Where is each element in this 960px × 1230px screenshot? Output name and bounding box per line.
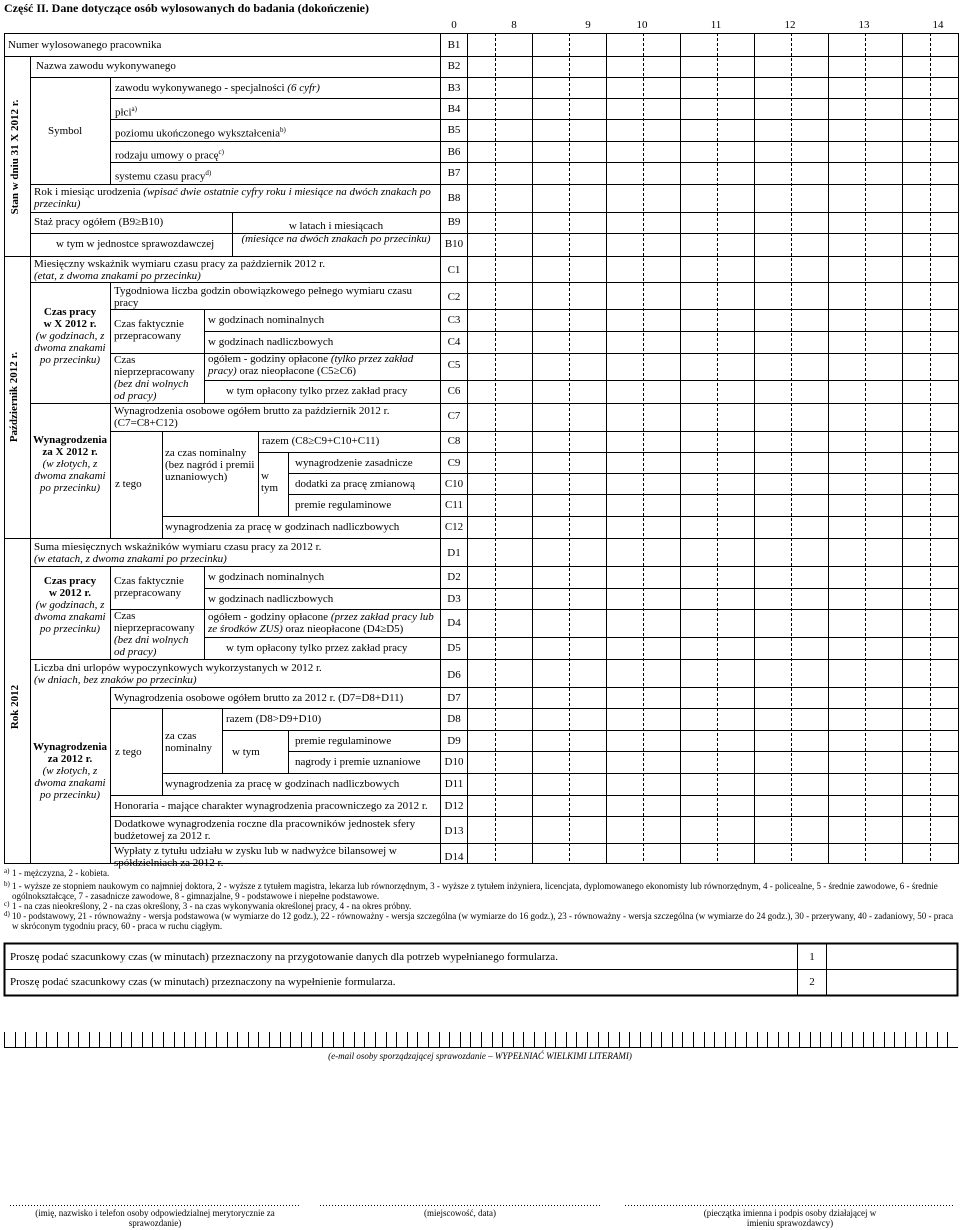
- d-wyn-group: Wynagrodzenia za 2012 r. (w złotych, z dwoma znakami po przecinku): [33, 741, 107, 801]
- footnote-a-mark: a): [4, 867, 10, 875]
- c3-label: w godzinach nominalnych: [208, 314, 325, 326]
- c-nieprz-label: Czas nieprzepracowany (bez dni wolnych od pracy): [114, 354, 195, 402]
- row-code-b6: B6: [447, 146, 461, 158]
- d-zaczas-label: za czas nominalny: [165, 730, 213, 754]
- row-code-d12: D12: [444, 800, 464, 812]
- d1-note: (w etatach, z dwoma znakami po przecinku): [34, 553, 227, 565]
- d3-label: w godzinach nadliczbowych: [208, 593, 334, 605]
- column-header-11: 11: [710, 19, 722, 31]
- row-code-c11: C11: [445, 499, 463, 511]
- b7-label: systemu czasu pracy$^{d)}$: [115, 169, 212, 183]
- c2-label: Tygodniowa liczba godzin obowiązkowego pełnego wymiaru czasu pracy: [114, 285, 412, 309]
- column-header-0: 0: [451, 19, 457, 31]
- c10-label: dodatki za pracę zmianową: [295, 478, 416, 490]
- b1-label: Numer wylosowanego pracownika: [8, 39, 162, 51]
- c7-formula: (C7=C8+C12): [114, 417, 178, 429]
- row-code-d10: D10: [444, 756, 464, 768]
- c-zaczas-label: za czas nominalny (bez nagród i premii uznaniowych): [165, 447, 255, 483]
- b2-label: Nazwa zawodu wykonywanego: [36, 60, 176, 72]
- b3-label: zawodu wykonywanego - specjalności (6 cyfr): [115, 82, 320, 94]
- b9-label: Staż pracy ogółem (B9≥B10): [34, 216, 164, 228]
- c-czas-group: Czas pracy w X 2012 r. (w godzinach, z dwoma znakami po przecinku): [34, 306, 106, 366]
- signature-person-caption: (imię, nazwisko i telefon osoby odpowiedzialnej merytorycznie za sprawozdanie): [35, 1208, 275, 1228]
- c5-label: ogółem - godziny opłacone (tylko przez zakład pracy) oraz nieopłacone (C5≥C6): [208, 353, 414, 377]
- row-code-c8: C8: [447, 435, 461, 447]
- row-code-c7: C7: [447, 410, 461, 422]
- column-header-14: 14: [932, 19, 944, 31]
- row-code-d5: D5: [447, 642, 461, 654]
- c-fakt-label: Czas faktycznie przepracowany: [114, 318, 184, 342]
- d8-label: razem (D8>D9+D10): [226, 713, 322, 725]
- row-code-b2: B2: [447, 60, 461, 72]
- column-header-8: 8: [511, 19, 517, 31]
- b9-unit-note: (miesiące na dwóch znakach po przecinku): [241, 233, 431, 245]
- c4-label: w godzinach nadliczbowych: [208, 336, 334, 348]
- d-wtym-label: w tym: [232, 746, 260, 758]
- footnote-b: 1 - wyższe ze stopniem naukowym co najmniej doktora, 2 - wyższe z tytułem magistra, lekarza lub równorzędnym, 3 - wyższe z tytułem inżyniera, licencjata, dyplomowanego ekonomisty lub równorzędnym, 4 - policealne, 5 - średnie zawodowe, 6 - średnie ogólnokształcące, 7 - zasadnicze zawodowe, 8 - gimnazjalne, 9 - podstawowe i niepełne podstawowe.: [12, 881, 938, 901]
- d4-label: ogółem - godziny opłacone (przez zakład pracy lub ze środków ZUS) oraz nieopłacone (D4≥D5): [208, 611, 434, 635]
- column-header-10: 10: [636, 19, 648, 31]
- row-code-c4: C4: [447, 336, 461, 348]
- d6-note: (w dniach, bez znaków po przecinku): [34, 674, 197, 686]
- d1-label: Suma miesięcznych wskaźników wymiaru czasu pracy za 2012 r.: [34, 541, 322, 553]
- c12-label: wynagrodzenia za pracę w godzinach nadliczbowych: [165, 521, 400, 533]
- row-code-d4: D4: [447, 617, 461, 629]
- row-code-c12: C12: [444, 521, 464, 533]
- d12-label: Honoraria - mające charakter wynagrodzenia pracowniczego za 2012 r.: [114, 800, 428, 812]
- b9-unit: w latach i miesiącach: [288, 220, 384, 232]
- column-header-13: 13: [858, 19, 870, 31]
- page-title: Część II. Dane dotyczące osób wylosowanych do badania (dokończenie): [4, 1, 370, 15]
- time-question-2: Proszę podać szacunkowy czas (w minutach) przeznaczony na wypełnienie formularza.: [10, 976, 396, 988]
- time-answer-2-input[interactable]: [828, 971, 956, 994]
- d13-label: Dodatkowe wynagrodzenia roczne dla pracowników jednostek sfery budżetowej za 2012 r.: [114, 818, 416, 842]
- row-code-c2: C2: [447, 291, 461, 303]
- row-code-b3: B3: [447, 82, 461, 94]
- footnote-c: 1 - na czas nieokreślony, 2 - na czas określony, 3 - na czas wykonywania określonej pracy, 4 - na okres próbny.: [12, 901, 412, 911]
- row-code-c9: C9: [447, 457, 461, 469]
- d5-label: w tym opłacony tylko przez zakład pracy: [226, 642, 408, 654]
- d-nieprz-label: Czas nieprzepracowany (bez dni wolnych od pracy): [114, 610, 195, 658]
- section-rok: Rok 2012: [9, 684, 21, 730]
- c6-label: w tym opłacony tylko przez zakład pracy: [226, 385, 408, 397]
- column-header-12: 12: [784, 19, 796, 31]
- time-question-1: Proszę podać szacunkowy czas (w minutach) przeznaczony na przygotowanie danych dla potrzeb wypełnianego formularza.: [10, 951, 558, 963]
- b4-label: płci$^{a)}$: [115, 105, 137, 119]
- row-code-d6: D6: [447, 669, 461, 681]
- row-code-c5: C5: [447, 359, 461, 371]
- c1-note: (etat, z dwoma znakami po przecinku): [34, 270, 201, 282]
- row-code-c1: C1: [447, 264, 461, 276]
- footnote-d-mark: d): [4, 910, 10, 918]
- row-code-d13: D13: [444, 825, 464, 837]
- b5-label: poziomu ukończonego wykształcenia$^{b)}$: [115, 126, 286, 140]
- section-pazdziernik: Październik 2012 r.: [8, 351, 20, 443]
- b8-label: Rok i miesiąc urodzenia (wpisać dwie ostatnie cyfry roku i miesiące na dwóch znakach po przecinku): [34, 186, 431, 210]
- d7-label: Wynagrodzenia osobowe ogółem brutto za 2012 r. (D7=D8+D11): [114, 692, 404, 704]
- c-ztego-label: z tego: [115, 478, 142, 490]
- footnote-a: 1 - mężczyzna, 2 - kobieta.: [12, 868, 110, 878]
- row-code-b9: B9: [447, 216, 461, 228]
- row-code-d11: D11: [444, 778, 464, 790]
- d10-label: nagrody i premie uznaniowe: [295, 756, 421, 768]
- c-wyn-group: Wynagrodzenia za X 2012 r. (w złotych, z dwoma znakami po przecinku): [33, 434, 107, 494]
- row-code-c10: C10: [444, 478, 464, 490]
- row-code-d1: D1: [447, 547, 461, 559]
- b6-label: rodzaju umowy o pracę$^{c)}$: [115, 148, 224, 162]
- c8-label: razem (C8≥C9+C10+C11): [262, 435, 380, 447]
- row-code-b1: B1: [447, 39, 461, 51]
- row-code-d9: D9: [447, 735, 461, 747]
- c11-label: premie regulaminowe: [295, 499, 392, 511]
- b10-label: w tym w jednostce sprawozdawczej: [56, 238, 215, 250]
- footnote-c-mark: c): [4, 900, 10, 908]
- row-code-b5: B5: [447, 124, 461, 136]
- symbol-label: Symbol: [48, 125, 83, 137]
- d-ztego-label: z tego: [115, 746, 142, 758]
- footnote-b-mark: b): [4, 880, 10, 888]
- c9-label: wynagrodzenie zasadnicze: [295, 457, 413, 469]
- row-code-b10: B10: [444, 238, 464, 250]
- d-fakt-label: Czas faktycznie przepracowany: [114, 575, 184, 599]
- email-caption: (e-mail osoby sporządzającej sprawozdanie – WYPEŁNIAĆ WIELKIMI LITERAMI): [328, 1051, 632, 1061]
- row-code-d3: D3: [447, 593, 461, 605]
- signature-stamp-caption: (pieczątka imienna i podpis osoby działającej w imieniu sprawozdawcy): [703, 1208, 877, 1228]
- section-stan: Stan w dniu 31 X 2012 r.: [9, 99, 21, 215]
- time-question-1-num: 1: [809, 951, 815, 963]
- row-code-c6: C6: [447, 385, 461, 397]
- signature-place-caption: (miejscowość, data): [424, 1208, 496, 1218]
- row-code-d7: D7: [447, 692, 461, 704]
- d-czas-group: Czas pracy w 2012 r. (w godzinach, z dwoma znakami po przecinku): [34, 575, 106, 635]
- time-question-2-num: 2: [809, 976, 815, 988]
- row-code-b7: B7: [447, 167, 461, 179]
- d9-label: premie regulaminowe: [295, 735, 392, 747]
- row-code-c3: C3: [447, 314, 461, 326]
- row-code-b4: B4: [447, 103, 461, 115]
- row-code-b8: B8: [447, 192, 461, 204]
- column-header-9: 9: [585, 19, 591, 31]
- d2-label: w godzinach nominalnych: [208, 571, 325, 583]
- time-answer-1-input[interactable]: [828, 945, 956, 968]
- d14-label: Wypłaty z tytułu udziału w zysku lub w nadwyżce bilansowej w spółdzielniach za 2012 r.: [114, 845, 397, 869]
- c7-label: Wynagrodzenia osobowe ogółem brutto za październik 2012 r.: [114, 405, 390, 417]
- c1-label: Miesięczny wskaźnik wymiaru czasu pracy za październik 2012 r.: [34, 258, 326, 270]
- row-code-d2: D2: [447, 571, 461, 583]
- email-input-boxes[interactable]: [4, 1030, 958, 1048]
- d6-label: Liczba dni urlopów wypoczynkowych wykorzystanych w 2012 r.: [34, 662, 322, 674]
- d11-label: wynagrodzenia za pracę w godzinach nadliczbowych: [165, 778, 400, 790]
- row-code-d8: D8: [447, 713, 461, 725]
- c-wtym-label: w tym: [261, 470, 279, 494]
- row-code-d14: D14: [444, 851, 464, 863]
- footnote-d: 10 - podstawowy, 21 - równoważny - wersja podstawowa (w wymiarze do 12 godz.), 22 - równoważny - wersja szczególna (w wymiarze do 16 godz.), 23 - równoważny - wersja szczególna (w wymiarze do 24 godz.), 30 - przerywany, 40 - zadaniowy, 50 - praca w skróconym tygodniu pracy, 60 - praca w ruchu ciągłym.: [12, 911, 954, 931]
